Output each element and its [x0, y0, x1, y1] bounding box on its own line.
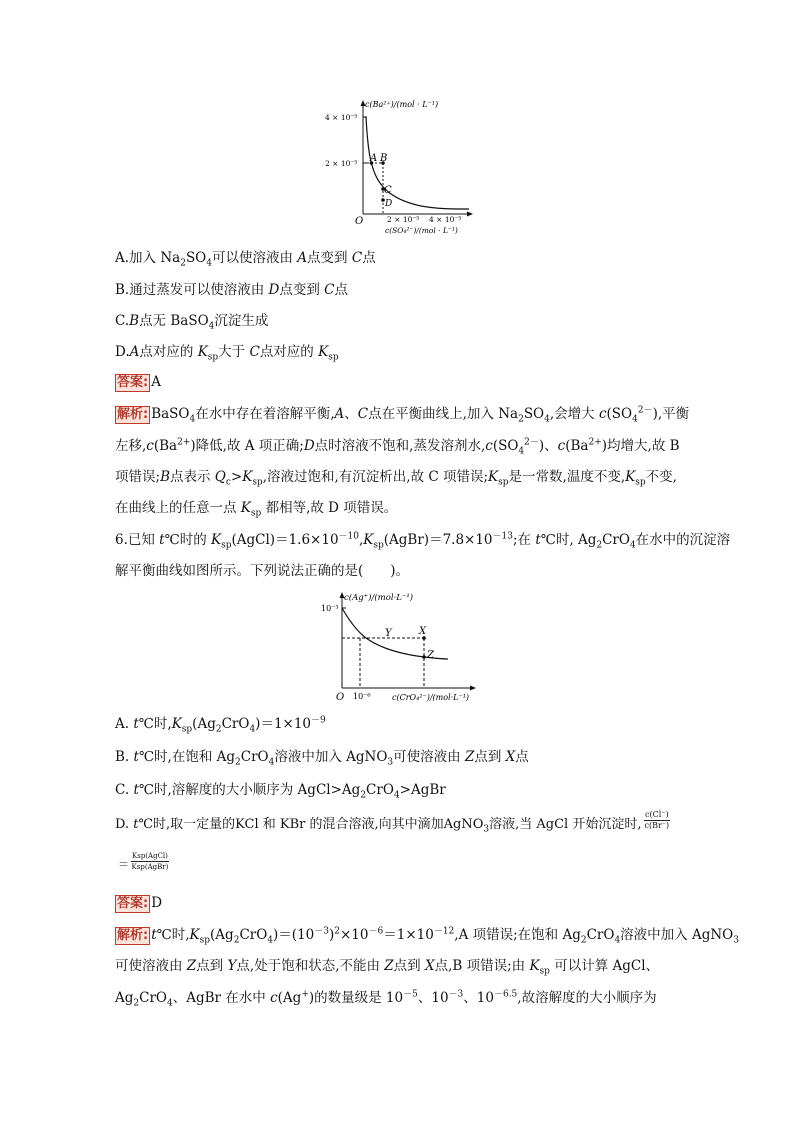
x-tick-label-2e-5: 2 × 10⁻⁵ — [387, 215, 420, 224]
fraction-ksp-ratio — [131, 851, 169, 872]
q6-option-b: B. t℃时,在饱和 $Ag_2CrO_4$溶液中加入 AgNO$_3$可使溶液由 Z点到 X点 — [115, 749, 529, 768]
q5-analysis-line-1: 解析: BaSO$_4$在水中存在着溶解平衡,A、C点在平衡曲线上,加入 $Na_2SO_4$,会增大 $c(SO_4^{2-})$,平衡 — [117, 405, 690, 425]
q5-option-d: D.A点对应的 $K_{sp}$大于 C点对应的 $K_{sp}$ — [115, 344, 339, 363]
point-c-label: C — [384, 185, 392, 196]
q5-analysis-line-2: 左移$,c(Ba^{2+})$降低,故 A 项正确;D点时溶液不饱和,蒸发溶剂水$,c(SO_4^{2-})$、$c(Ba^{2+})$均增大,故 B — [115, 437, 680, 457]
analysis-tag: 解析: — [117, 407, 149, 422]
q5-option-a: A.加入 $Na_2SO_4$可以使溶液由 A点变到 C点 — [115, 250, 376, 269]
analysis-tag: 解析: — [117, 928, 149, 943]
q6-stem-line-2: 解平衡曲线如图所示。下列说法正确的是( )。 — [115, 563, 410, 579]
origin-label: O — [336, 692, 345, 703]
point-x-label: X — [419, 626, 427, 637]
point-z-dot — [422, 655, 426, 659]
y-tick-label: 10⁻³ — [321, 604, 339, 613]
point-y-label: Y — [385, 628, 392, 639]
q5-analysis-line-4: 在曲线上的任意一点 $K_{sp}$ 都相等,故 D 项错误。 — [115, 500, 398, 519]
point-z-label: Z — [427, 650, 434, 661]
x-axis-arrow — [470, 686, 476, 691]
answer-tag: 答案: — [117, 896, 149, 911]
point-a-label: A — [370, 153, 378, 164]
q5-option-b: B.通过蒸发可以使溶液由 D点变到 C点 — [115, 282, 348, 298]
q6-analysis-line-2: 可使溶液由 Z点到 Y点,处于饱和状态,不能由 Z点到 X点,B 项错误;由 $K_{sp}$ 可以计算 AgCl、 — [115, 958, 660, 977]
point-d-label: D — [385, 199, 393, 209]
y-tick-label-4e-5: 4 × 10⁻⁵ — [325, 113, 358, 122]
x-tick-label-4e-5: 4 × 10⁻⁵ — [429, 215, 462, 224]
q6-option-d: D. t℃时,取一定量的KCl 和 KBr 的混合溶液,向其中滴加AgNO$_3$溶液,当 AgCl 开始沉淀时, — [115, 817, 642, 835]
fraction-denominator: c(Br⁻) — [644, 821, 670, 830]
y-axis-label: c(Ba²⁺)/(mol · L⁻¹) — [365, 100, 439, 109]
q6-analysis-line-1: 解析: t℃时$,K_{sp}(Ag_2CrO_4)=(10^{-3})^2\times 10^{-6}=1\times 10^{-12},A$ 项错误;在饱和 $Ag_2CrO_4$溶液中加入 AgNO$_3$ — [117, 926, 739, 946]
point-b-label: B — [380, 153, 388, 164]
origin-label: O — [355, 216, 364, 227]
fraction-numerator: Ksp(AgCl) — [132, 852, 168, 860]
q6-stem-line-1: 6.已知 t℃时的 $K_{sp}(AgCl)=1.6\times 10^{-10},K_{sp}(AgBr)=7.8\times 10^{-13}$;在 t℃时, $Ag_2CrO_4$在水中的沉淀溶 — [115, 531, 731, 551]
x-tick-label: 10⁻⁶ — [353, 692, 371, 701]
x-axis-label: c(SO₄²⁻)/(mol · L⁻¹) — [385, 226, 458, 235]
ksp-curve-figure-ag2cro4 — [318, 588, 480, 708]
x-axis-arrow — [467, 212, 473, 217]
q5-analysis-line-3: 项错误;B点表示 $Q_c>K_{sp}$,溶液过饱和,有沉淀析出,故 C 项错误$;K_{sp}$是一常数,温度不变$,K_{sp}$不变, — [115, 469, 677, 488]
y-axis-label: c(Ag⁺)/(mol·L⁻¹) — [344, 593, 414, 603]
fraction-denominator: Ksp(AgBr) — [131, 863, 169, 871]
q6-analysis-line-3: $Ag_2CrO_4$、AgBr 在水中 c(Ag+)的数量级是 $10^{-5}$、$10^{-3}$、$10^{-6.5}$,故溶解度的大小顺序为 — [115, 989, 657, 1009]
q5-answer: 答案: A — [117, 374, 161, 390]
ksp-ratio-equals: ＝ — [118, 858, 129, 871]
fraction-cl-over-br — [644, 810, 670, 831]
q6-option-c: C. t℃时,溶解度的大小顺序为 $AgCl>Ag_2CrO_4>AgBr$ — [115, 782, 446, 801]
fraction-numerator: c(Cl⁻) — [645, 810, 669, 819]
x-axis-label: c(CrO₄²⁻)/(mol·L⁻¹) — [392, 693, 470, 702]
answer-tag: 答案: — [117, 375, 149, 390]
q6-option-a: A. t℃时$,K_{sp}(Ag_2CrO_4)=1\times 10^{-9}$ — [115, 715, 326, 735]
y-tick-label-2e-5: 2 × 10⁻⁵ — [325, 159, 358, 168]
ksp-curve-figure-baso4 — [325, 96, 475, 240]
q5-option-c: C.B点无 BaSO$_4$沉淀生成 — [115, 313, 269, 332]
q6-answer: 答案: D — [117, 895, 163, 911]
